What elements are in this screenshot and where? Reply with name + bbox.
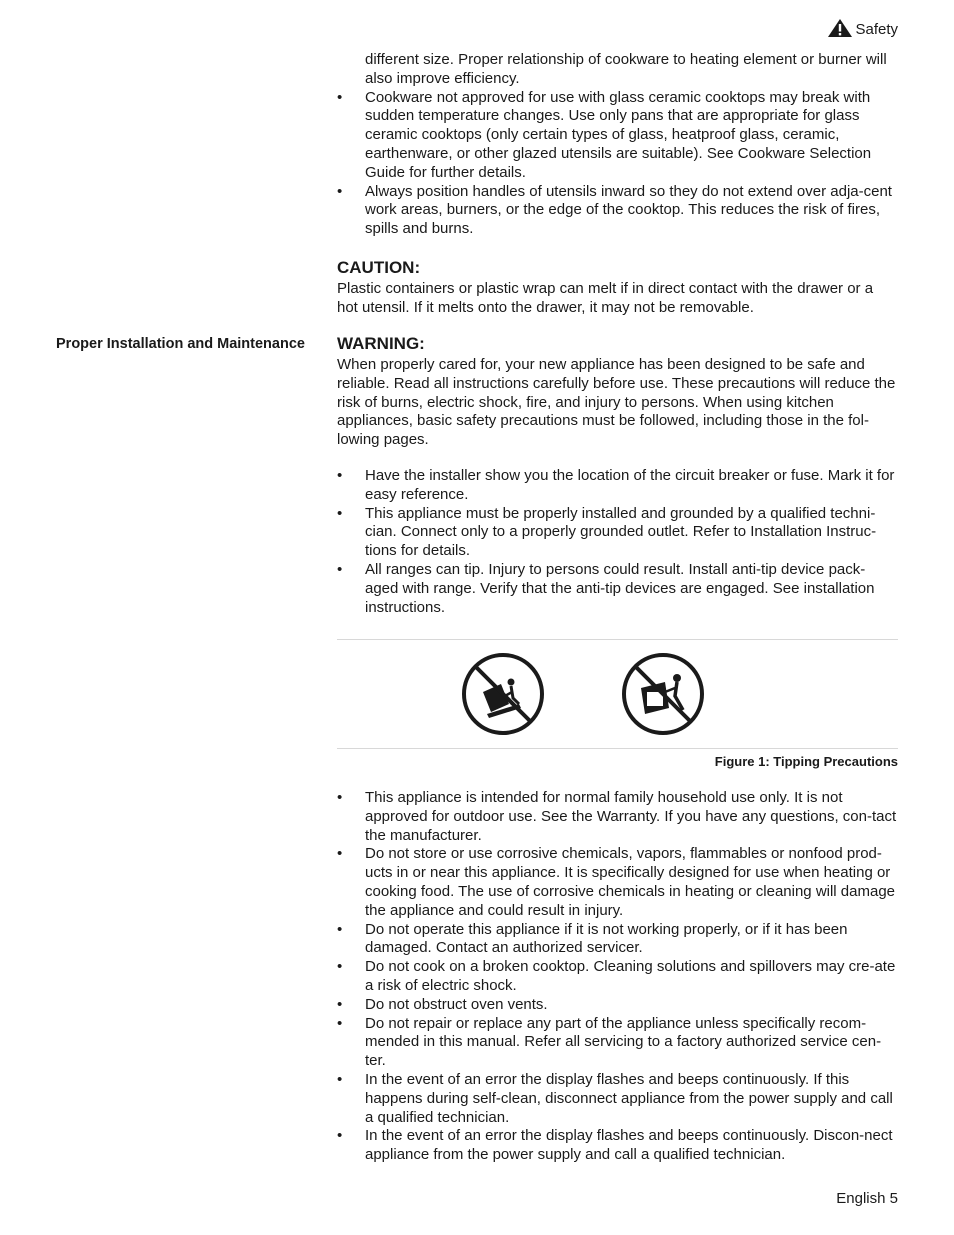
list-item: • Do not obstruct oven vents. xyxy=(337,995,548,1013)
warning-heading: WARNING: xyxy=(337,334,425,353)
top-block xyxy=(337,51,898,239)
caution-text: Plastic containers or plastic wrap can melt if in direct contact with the drawer or a hot utensil. If it melts onto the drawer, it may not be removable. xyxy=(337,280,874,316)
install-bullet-list xyxy=(337,467,898,617)
list-item: • All ranges can tip. Injury to persons could result. Install anti-tip device pack-aged with range. Verify that the anti-tip devices are engaged. See installation instructions. xyxy=(337,560,875,616)
maintenance-block xyxy=(337,789,898,1165)
figure-bottom-rule xyxy=(337,748,898,749)
section-label: Safety xyxy=(855,21,898,38)
tipping-figure xyxy=(337,648,898,740)
warning-text: When properly cared for, your new appliance has been designed to be safe and reliable. Read all instructions carefully before use. These precautions will reduce the risk of burns, electric shock, fire, and injury to persons. When using kitchen appliances, basic safety precautions must be followed, including those in the fol-lowing pages. xyxy=(337,356,896,449)
figure-top-rule xyxy=(337,639,898,640)
list-item: • Have the installer show you the location of the circuit breaker or fuse. Mark it for easy reference. xyxy=(337,467,895,503)
install-block xyxy=(337,467,898,617)
list-item: • Always position handles of utensils inward so they do not extend over adja-cent work areas, burners, or the edge of the cooktop. This reduces the risk of fires, spills and burns. xyxy=(337,182,892,238)
top-bullet-list xyxy=(337,89,898,239)
continuation-text: different size. Proper relationship of cookware to heating element or burner will also improve efficiency. xyxy=(365,51,887,87)
list-item: • Cookware not approved for use with glass ceramic cooktops may break with sudden temperature changes. Use only pans that are appropriate for glass ceramic cooktops (only certain types of glass, heatproof glass, ceramic, earthenware, or other glazed utensils are suitable). See Cookware Selection Guide for further details. xyxy=(337,88,872,181)
list-item: • This appliance is intended for normal family household use only. It is not approved for outdoor use. See the Warranty. If you have any questions, con-tact the manufacturer. xyxy=(337,789,897,844)
warning-triangle-icon xyxy=(827,18,853,38)
list-item: • In the event of an error the display flashes and beeps continuously. Discon-nect appliance from the power supply and call a qualified technician. xyxy=(337,1127,893,1164)
list-item: • Do not store or use corrosive chemicals, vapors, flammables or nonfood prod-ucts in or near this appliance. It is specifically designed for use when heating or cooking food. The use of corrosive chemicals in heating or cleaning will damage the appliance and could result in injury. xyxy=(337,845,896,919)
list-item: • Do not repair or replace any part of the appliance unless specifically recom-mended in this manual. Refer all servicing to a factory authorized service cen-ter. xyxy=(337,1014,882,1070)
section-side-heading: Proper Installation and Maintenance xyxy=(56,336,305,352)
page-header xyxy=(827,18,898,38)
no-climbing-on-door-icon xyxy=(461,652,545,736)
list-item: • Do not cook on a broken cooktop. Cleaning solutions and spillovers may cre-ate a risk of electric shock. xyxy=(337,958,896,994)
page-number: English 5 xyxy=(836,1190,898,1207)
list-item: • In the event of an error the display flashes and beeps continuously. If this happens during self-clean, disconnect appliance from the power supply and call a qualified technician. xyxy=(337,1070,893,1126)
figure-caption: Figure 1: Tipping Precautions xyxy=(714,754,898,769)
list-item: • Do not operate this appliance if it is not working properly, or if it has been damaged. Contact an authorized servicer. xyxy=(337,920,848,957)
no-sitting-on-door-icon xyxy=(621,652,705,736)
list-item: • This appliance must be properly installed and grounded by a qualified techni-cian. Connect only to a properly grounded outlet. Refer to Installation Instruc-tions for details. xyxy=(337,504,877,560)
maintenance-bullet-list xyxy=(337,789,898,1165)
caution-heading: CAUTION: xyxy=(337,258,421,277)
warning-block xyxy=(337,334,898,450)
caution-block xyxy=(337,258,898,318)
